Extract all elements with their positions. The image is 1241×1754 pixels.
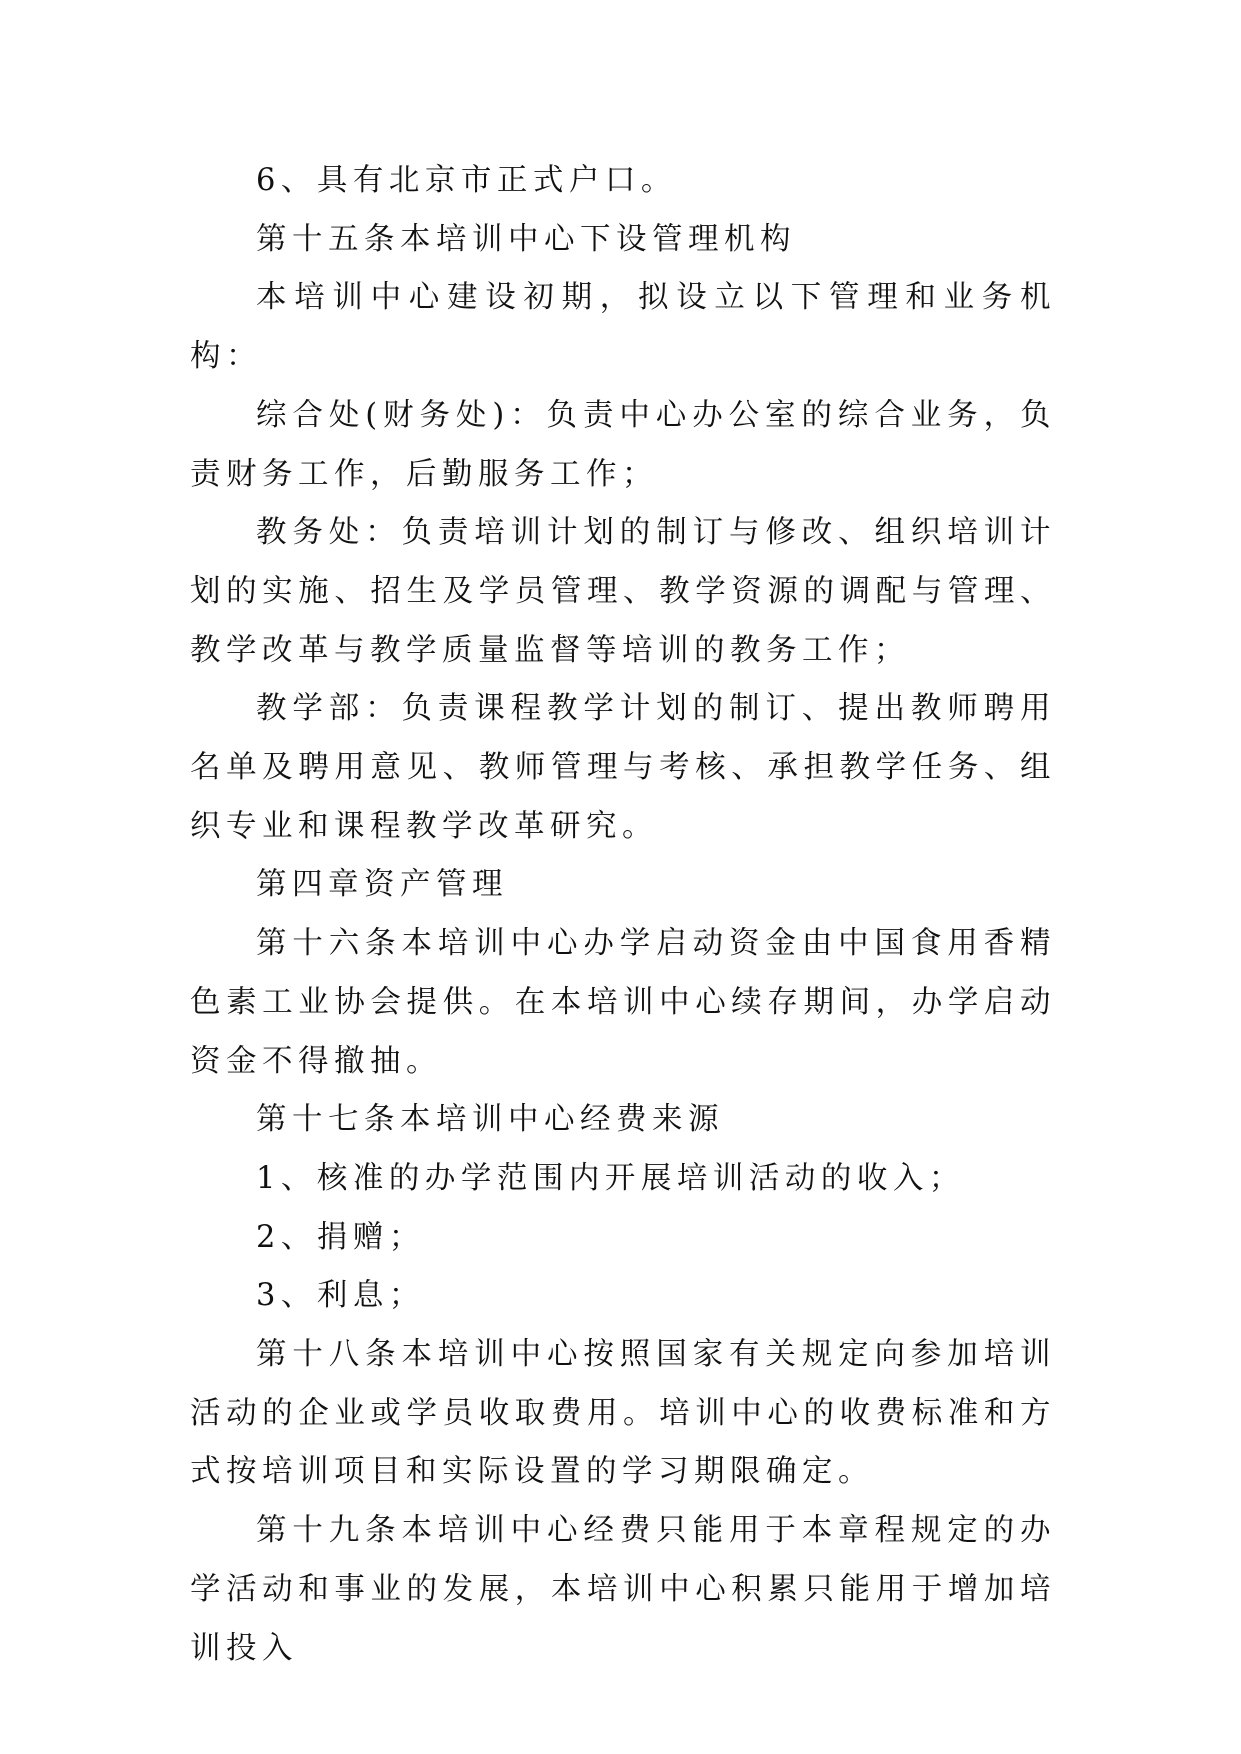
paragraph-funding-source-2: 2、捐赠； <box>256 1219 425 1255</box>
paragraph-academic-affairs: 教务处：负责培训计划的制订与修改、组织培训计划的实施、招生及学员管理、教学资源的调配与管理、教学改革与教学质量监督等培训的教务工作； <box>190 515 1056 668</box>
paragraph-article-18: 第十八条本培训中心按照国家有关规定向参加培训活动的企业或学员收取费用。培训中心的收费标准和方式按培训项目和实际设置的学习期限确定。 <box>190 1337 1056 1490</box>
paragraph-funding-source-3: 3、利息； <box>256 1278 425 1314</box>
paragraph-article-19: 第十九条本培训中心经费只能用于本章程规定的办学活动和事业的发展，本培训中心积累只能用于增加培训投入 <box>190 1513 1056 1666</box>
paragraph-teaching-department: 教学部：负责课程教学计划的制订、提出教师聘用名单及聘用意见、教师管理与考核、承担教学任务、组织专业和课程教学改革研究。 <box>190 691 1056 844</box>
paragraph-chapter-4-title: 第四章资产管理 <box>256 867 508 903</box>
paragraph-requirement-6: 6、具有北京市正式户口。 <box>256 163 677 198</box>
paragraph-article-16: 第十六条本培训中心办学启动资金由中国食用香精色素工业协会提供。在本培训中心续存期间，办学启动资金不得撤抽。 <box>190 926 1056 1079</box>
paragraph-general-office: 综合处(财务处)：负责中心办公室的综合业务，负责财务工作，后勤服务工作； <box>190 397 1056 492</box>
document-body <box>190 152 1056 1678</box>
paragraph-funding-source-1: 1、核准的办学范围内开展培训活动的收入； <box>256 1160 965 1196</box>
paragraph-article-15-title: 第十五条本培训中心下设管理机构 <box>256 221 796 257</box>
paragraph-article-17-title: 第十七条本培训中心经费来源 <box>256 1102 724 1138</box>
paragraph-article-15-intro: 本培训中心建设初期，拟设立以下管理和业务机构： <box>190 280 1056 375</box>
